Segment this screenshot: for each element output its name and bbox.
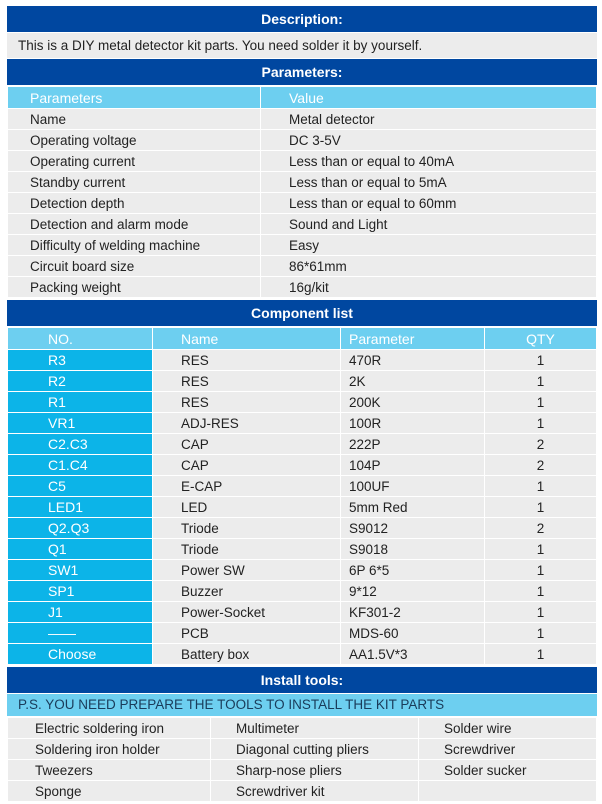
table-row [8,172,597,193]
param-name: Name [8,109,261,130]
component-qty: 1 [485,413,597,434]
component-qty: 2 [485,434,597,455]
component-parameter: 470R [341,350,485,371]
component-qty: 1 [485,371,597,392]
component-no: —— [8,623,153,644]
component-name: Buzzer [153,581,341,602]
table-row [8,350,597,371]
component-table [7,327,597,665]
table-row [8,518,597,539]
param-value: Easy [261,235,597,256]
component-qty: 1 [485,560,597,581]
component-qty: 1 [485,539,597,560]
component-parameter: MDS-60 [341,623,485,644]
component-qty: 1 [485,581,597,602]
table-row [8,371,597,392]
component-parameter: 200K [341,392,485,413]
component-parameter: AA1.5V*3 [341,644,485,665]
component-qty: 1 [485,602,597,623]
param-value: Less than or equal to 5mA [261,172,597,193]
component-no: R1 [8,392,153,413]
description-text: This is a DIY metal detector kit parts. You need solder it by yourself. [7,33,597,58]
component-name: CAP [153,434,341,455]
tool-item: Electric soldering iron [8,718,211,739]
component-qty: 1 [485,623,597,644]
component-no: Q1 [8,539,153,560]
param-value: Metal detector [261,109,597,130]
component-name: Triode [153,518,341,539]
table-row [8,434,597,455]
component-no: C5 [8,476,153,497]
parameters-table [7,86,597,298]
table-row [8,455,597,476]
component-qty: 2 [485,518,597,539]
component-no: J1 [8,602,153,623]
component-qty: 1 [485,644,597,665]
component-no: Q2.Q3 [8,518,153,539]
component-parameter: 104P [341,455,485,476]
component-name: Power SW [153,560,341,581]
tool-item: Solder sucker [419,760,597,781]
install-tools-header: Install tools: [7,667,597,693]
column-header: NO. [8,328,153,350]
spec-sheet [7,6,597,804]
table-row [8,109,597,130]
header-row [8,328,597,350]
table-row [8,256,597,277]
component-qty: 1 [485,350,597,371]
tool-item: Soldering iron holder [8,739,211,760]
component-name: ADJ-RES [153,413,341,434]
table-row [8,644,597,665]
tool-item: Sponge [8,781,211,802]
component-name: PCB [153,623,341,644]
tool-item: Tweezers [8,760,211,781]
param-name: Packing weight [8,277,261,298]
param-name: Circuit board size [8,256,261,277]
column-header: QTY [485,328,597,350]
component-parameter: 100UF [341,476,485,497]
component-name: E-CAP [153,476,341,497]
param-value: Sound and Light [261,214,597,235]
component-parameter: 100R [341,413,485,434]
param-name: Standby current [8,172,261,193]
param-name: Detection depth [8,193,261,214]
table-row [8,560,597,581]
column-header: Name [153,328,341,350]
table-row [8,151,597,172]
table-row [8,739,597,760]
component-qty: 1 [485,497,597,518]
component-qty: 1 [485,476,597,497]
component-no: R3 [8,350,153,371]
param-name: Difficulty of welding machine [8,235,261,256]
table-row [8,235,597,256]
table-row [8,623,597,644]
tool-item: Screwdriver kit [211,781,419,802]
component-parameter: 6P 6*5 [341,560,485,581]
table-row [8,539,597,560]
param-name: Operating current [8,151,261,172]
table-row [8,602,597,623]
component-parameter: 9*12 [341,581,485,602]
component-no: R2 [8,371,153,392]
component-parameter: 5mm Red [341,497,485,518]
component-name: Battery box [153,644,341,665]
parameters-header: Parameters: [7,59,597,85]
table-row [8,718,597,739]
component-qty: 2 [485,455,597,476]
component-parameter: S9012 [341,518,485,539]
component-qty: 1 [485,392,597,413]
component-name: Triode [153,539,341,560]
table-row [8,392,597,413]
component-no: C2.C3 [8,434,153,455]
component-no: Choose [8,644,153,665]
component-name: RES [153,350,341,371]
component-name: LED [153,497,341,518]
component-list-header: Component list [7,300,597,326]
table-row [8,781,597,802]
column-header: Value [261,87,597,109]
param-value: 86*61mm [261,256,597,277]
tool-item: Diagonal cutting pliers [211,739,419,760]
param-name: Detection and alarm mode [8,214,261,235]
table-row [8,277,597,298]
tool-item: Screwdriver [419,739,597,760]
param-value: DC 3-5V [261,130,597,151]
component-no: SW1 [8,560,153,581]
component-no: VR1 [8,413,153,434]
component-name: RES [153,371,341,392]
tool-item: Sharp-nose pliers [211,760,419,781]
description-header: Description: [7,6,597,32]
tool-item: Multimeter [211,718,419,739]
component-name: Power-Socket [153,602,341,623]
tools-table [7,717,597,802]
component-parameter: KF301-2 [341,602,485,623]
header-row [8,87,597,109]
table-row [8,130,597,151]
table-row [8,413,597,434]
param-name: Operating voltage [8,130,261,151]
param-value: Less than or equal to 60mm [261,193,597,214]
param-value: Less than or equal to 40mA [261,151,597,172]
column-header: Parameters [8,87,261,109]
column-header: Parameter [341,328,485,350]
component-name: RES [153,392,341,413]
table-row [8,193,597,214]
table-row [8,497,597,518]
param-value: 16g/kit [261,277,597,298]
component-name: CAP [153,455,341,476]
component-parameter: 2K [341,371,485,392]
component-no: C1.C4 [8,455,153,476]
table-row [8,476,597,497]
component-parameter: S9018 [341,539,485,560]
tools-note: P.S. YOU NEED PREPARE THE TOOLS TO INSTALL THE KIT PARTS [7,694,597,716]
tool-item: Solder wire [419,718,597,739]
component-parameter: 222P [341,434,485,455]
table-row [8,581,597,602]
component-no: LED1 [8,497,153,518]
tool-item [419,781,597,802]
component-no: SP1 [8,581,153,602]
table-row [8,760,597,781]
table-row [8,214,597,235]
